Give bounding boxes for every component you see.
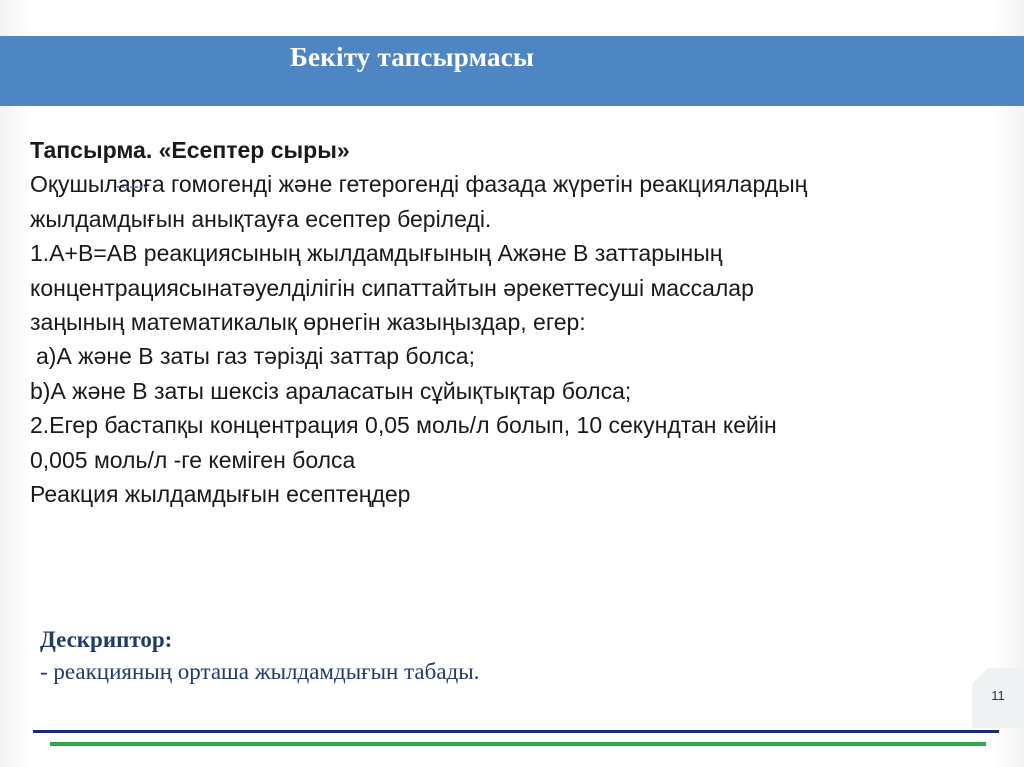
task-line: Реакция жылдамдығын есептеңдер: [30, 481, 411, 508]
descriptor-title: Дескриптор:: [40, 627, 173, 652]
page-number-badge-corner: [972, 668, 988, 684]
descriptor-item: - реакцияның орташа жылдамдығын табады.: [40, 659, 480, 684]
task-line: концентрациясынатәуелділігін сипаттайтын әрекеттесуші массалар: [30, 274, 754, 301]
slide-title: Бекіту тапсырмасы: [290, 42, 535, 72]
task-block: [30, 133, 1010, 511]
footer-rule-blue: [33, 730, 999, 733]
task-line: 2.Егер бастапқы концентрация 0,05 моль/л болып, 10 секундтан кейін: [30, 412, 777, 439]
spellcheck-underline-icon: [117, 185, 147, 188]
task-heading: Тапсырма. «Есептер сыры»: [30, 137, 350, 163]
task-line: 0,005 моль/л -ге кеміген болса: [30, 446, 356, 473]
descriptor-block: [40, 624, 479, 688]
page-number: 11: [991, 688, 1005, 703]
task-line: а)А және В заты газ тәрізді заттар болса;: [36, 343, 475, 370]
task-line: жылдамдығын анықтауға есептер беріледі.: [30, 205, 492, 232]
task-line: Оқушыларға гомогенді және гетерогенді фазада жүретін реакциялардың: [30, 171, 808, 198]
footer-rule-green: [50, 742, 986, 746]
task-line: b)А және В заты шексіз араласатын сұйықтықтар болса;: [30, 377, 632, 404]
task-line: заңының математикалық өрнегін жазыңыздар, егер:: [30, 309, 586, 336]
task-line: 1.А+В=АВ реакциясының жылдамдығының Ажәне В заттарының: [30, 240, 723, 267]
